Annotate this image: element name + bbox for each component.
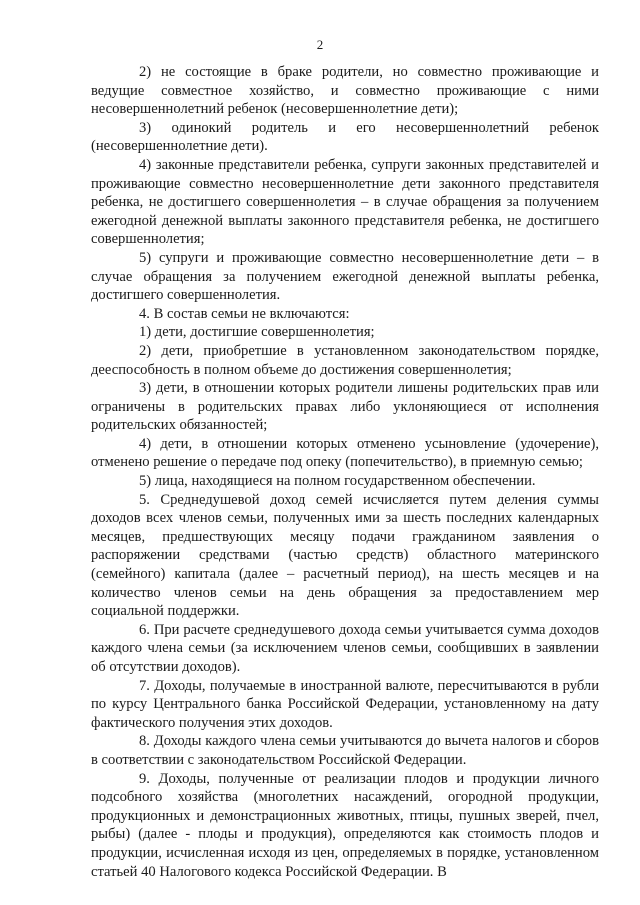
document-body <box>91 63 599 881</box>
paragraph-4-legal-representatives: 4) законные представители ребенка, супруги законных представителей и проживающие совместно несовершеннолетние дети законного представителя ребенка, не достигшего совершеннолетия – в случае обращения за получением ежегодной денежной выплаты законного представителя ребенка, не достигшего совершеннолетия; <box>91 156 599 248</box>
section-9-household-income: 9. Доходы, полученные от реализации плодов и продукции личного подсобного хозяйства (многолетних насаждений, огородной продукции, продукционных и демонстрационных животных, птицы, пушных зверей, пчел, рыбы) (далее - плоды и продукция), определяются как стоимость плодов и продукции, исчисленная исходя из цен, определяемых в порядке, установленном статьей 40 Налогового кодекса Российской Федерации. В <box>91 770 599 880</box>
excluded-item-4: 4) дети, в отношении которых отменено усыновление (удочерение), отменено решение о передаче под опеку (попечительство), в приемную семью; <box>91 435 599 471</box>
section-4-heading: 4. В состав семьи не включаются: <box>139 305 350 322</box>
page-number: 2 <box>316 37 324 52</box>
paragraph-5-spouses: 5) супруги и проживающие совместно несовершеннолетние дети – в случае обращения за получением ежегодной денежной выплаты ребенка, достигшего совершеннолетия. <box>91 249 599 304</box>
section-8-taxes: 8. Доходы каждого члена семьи учитываются до вычета налогов и сборов в соответствии с законодательством Российской Федерации. <box>91 733 599 768</box>
paragraph-3-single-parent: 3) одинокий родитель и его несовершеннолетний ребенок (несовершеннолетние дети). <box>91 119 599 155</box>
paragraph-2-unmarried-parents: 2) не состоящие в браке родители, но совместно проживающие и ведущие совместное хозяйство, и совместно проживающие с ними несовершеннолетний ребенок (несовершеннолетние дети); <box>91 64 599 118</box>
excluded-item-5: 5) лица, находящиеся на полном государственном обеспечении. <box>139 473 536 490</box>
section-5-average-income: 5. Среднедушевой доход семей исчисляется путем деления суммы доходов всех членов семьи, полученных ими за шесть последних календарных месяцев, предшествующих месяцу подачи гражданином заявления о распоряжении средствами (частью средств) областного материнского (семейного) капитала (далее – расчетный период), на шесть месяцев и на количество членов семьи на день обращения за предоставлением мер социальной поддержки. <box>91 491 599 620</box>
section-7-foreign-currency: 7. Доходы, получаемые в иностранной валюте, пересчитываются в рубли по курсу Центрального банка Российской Федерации, установленному на дату фактического получения этих доходов. <box>91 677 599 731</box>
excluded-item-1: 1) дети, достигшие совершеннолетия; <box>139 324 375 341</box>
excluded-item-2: 2) дети, приобретшие в установленном законодательством порядке, дееспособность в полном объеме до достижения совершеннолетия; <box>91 342 599 378</box>
excluded-item-3: 3) дети, в отношении которых родители лишены родительских прав или ограничены в родительских правах либо уклоняющиеся от исполнения родительских обязанностей; <box>91 380 599 434</box>
section-6-income-calculation: 6. При расчете среднедушевого дохода семьи учитывается сумма доходов каждого члена семьи (за исключением членов семьи, сообщивших в заявлении об отсутствии доходов). <box>91 621 599 675</box>
